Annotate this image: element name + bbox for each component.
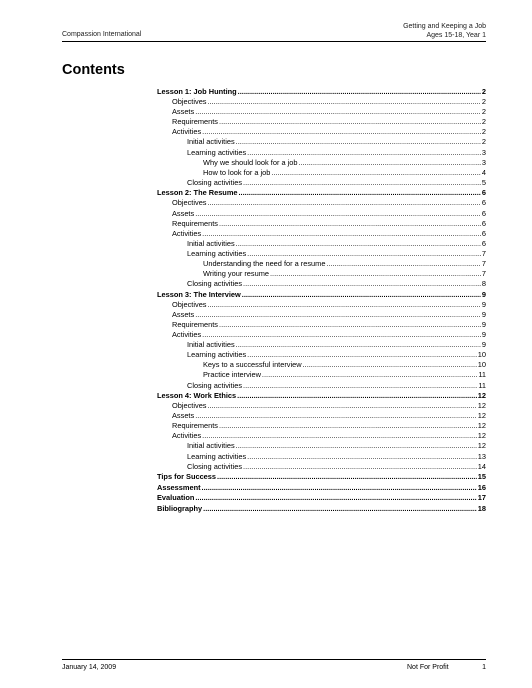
toc-dot-leader xyxy=(247,148,481,158)
toc-entry-text: Requirements xyxy=(172,319,219,329)
toc-entry-page: 7 xyxy=(481,248,486,258)
toc-entry-text: Learning activities xyxy=(187,451,247,461)
toc-entry-page: 14 xyxy=(477,461,486,471)
toc-entry-page: 10 xyxy=(477,350,486,360)
toc-dot-leader xyxy=(236,340,481,350)
toc-entry[interactable] xyxy=(157,411,486,421)
toc-entry-text: Initial activities xyxy=(187,340,235,350)
toc-dot-leader xyxy=(236,239,481,249)
toc-entry-text: Evaluation xyxy=(157,493,195,503)
toc-entry[interactable] xyxy=(157,493,486,503)
toc-entry-text: Initial activities xyxy=(187,238,235,248)
toc-dot-leader xyxy=(202,229,481,239)
toc-entry-text: Assets xyxy=(172,309,195,319)
toc-entry-text: Understanding the need for a resume xyxy=(203,258,326,268)
header-doc-subtitle: Ages 15-18, Year 1 xyxy=(426,31,486,39)
toc-dot-leader xyxy=(202,483,477,493)
toc-entry[interactable] xyxy=(157,431,486,441)
toc-dot-leader xyxy=(236,137,481,147)
toc-entry-text: Closing activities xyxy=(187,461,243,471)
toc-entry-page: 3 xyxy=(481,147,486,157)
toc-dot-leader xyxy=(243,462,477,472)
toc-entry-text: Assessment xyxy=(157,482,201,492)
toc-entry-page: 2 xyxy=(481,117,486,127)
toc-entry-text: Objectives xyxy=(172,401,207,411)
toc-entry-page: 9 xyxy=(481,330,486,340)
toc-dot-leader xyxy=(262,370,477,380)
toc-entry-page: 6 xyxy=(481,198,486,208)
toc-dot-leader xyxy=(195,411,477,421)
toc-dot-leader xyxy=(303,360,477,370)
toc-entry-page: 8 xyxy=(481,279,486,289)
toc-entry-text: Initial activities xyxy=(187,137,235,147)
toc-entry-text: Tips for Success xyxy=(157,472,217,482)
toc-entry-page: 12 xyxy=(477,411,486,421)
toc-entry-text: Objectives xyxy=(172,97,207,107)
toc-entry-page: 9 xyxy=(481,340,486,350)
toc-dot-leader xyxy=(243,381,477,391)
header-doc-title: Getting and Keeping a Job xyxy=(403,23,486,30)
toc-dot-leader xyxy=(298,158,480,168)
toc-entry-text: Assets xyxy=(172,107,195,117)
toc-dot-leader xyxy=(195,310,481,320)
footer-status: Not For Profit xyxy=(407,664,449,671)
toc-entry[interactable] xyxy=(157,320,486,330)
toc-entry-page: 9 xyxy=(481,309,486,319)
toc-entry-page: 15 xyxy=(477,472,486,482)
toc-dot-leader xyxy=(247,350,477,360)
toc-entry-page: 3 xyxy=(481,157,486,167)
toc-entry[interactable] xyxy=(157,269,486,279)
toc-entry-text: Learning activities xyxy=(187,350,247,360)
toc-entry[interactable] xyxy=(157,239,486,249)
toc-entry-page: 13 xyxy=(477,451,486,461)
toc-entry[interactable] xyxy=(157,483,486,493)
toc-entry-page: 6 xyxy=(481,228,486,238)
toc-dot-leader xyxy=(271,168,481,178)
toc-entry-text: Lesson 3: The Interview xyxy=(157,289,241,299)
toc-entry-text: Practice interview xyxy=(203,370,261,380)
toc-entry-text: Why we should look for a job xyxy=(203,157,298,167)
page-title: Contents xyxy=(62,62,125,78)
toc-entry-text: Writing your resume xyxy=(203,269,269,279)
toc-entry-page: 2 xyxy=(481,127,486,137)
header-rule xyxy=(62,41,486,42)
toc-entry[interactable] xyxy=(157,249,486,259)
toc-dot-leader xyxy=(208,401,477,411)
toc-entry[interactable] xyxy=(157,87,486,97)
toc-entry[interactable] xyxy=(157,158,486,168)
toc-entry[interactable] xyxy=(157,107,486,117)
toc-dot-leader xyxy=(208,198,481,208)
toc-dot-leader xyxy=(217,472,477,482)
toc-entry[interactable] xyxy=(157,472,486,482)
toc-entry-page: 12 xyxy=(477,441,486,451)
toc-dot-leader xyxy=(239,188,481,198)
toc-entry-text: How to look for a job xyxy=(203,167,271,177)
toc-entry-page: 6 xyxy=(481,188,486,198)
footer-page-number: 1 xyxy=(482,664,486,671)
toc-entry-text: Lesson 2: The Resume xyxy=(157,188,238,198)
toc-dot-leader xyxy=(203,504,477,514)
toc-dot-leader xyxy=(243,279,481,289)
toc-entry-text: Objectives xyxy=(172,299,207,309)
toc-entry[interactable] xyxy=(157,137,486,147)
toc-entry[interactable] xyxy=(157,178,486,188)
toc-entry-text: Activities xyxy=(172,431,202,441)
toc-dot-leader xyxy=(326,259,480,269)
table-of-contents xyxy=(157,87,486,514)
toc-entry[interactable] xyxy=(157,97,486,107)
toc-entry-text: Requirements xyxy=(172,117,219,127)
toc-entry[interactable] xyxy=(157,300,486,310)
toc-entry-page: 9 xyxy=(481,319,486,329)
toc-entry-page: 5 xyxy=(481,177,486,187)
toc-entry-page: 6 xyxy=(481,218,486,228)
toc-entry[interactable] xyxy=(157,168,486,178)
header-organization: Compassion International xyxy=(62,31,142,38)
toc-entry[interactable] xyxy=(157,127,486,137)
toc-entry-page: 2 xyxy=(481,87,486,96)
toc-entry-text: Bibliography xyxy=(157,503,203,513)
toc-dot-leader xyxy=(219,421,477,431)
toc-entry[interactable] xyxy=(157,350,486,360)
toc-dot-leader xyxy=(247,452,477,462)
toc-dot-leader xyxy=(195,107,481,117)
toc-entry-text: Lesson 4: Work Ethics xyxy=(157,390,237,400)
toc-entry-text: Activities xyxy=(172,228,202,238)
toc-entry-page: 4 xyxy=(481,167,486,177)
toc-entry[interactable] xyxy=(157,188,486,198)
toc-entry[interactable] xyxy=(157,259,486,269)
toc-dot-leader xyxy=(195,493,476,503)
toc-dot-leader xyxy=(202,127,481,137)
toc-dot-leader xyxy=(208,300,481,310)
toc-entry-page: 11 xyxy=(478,370,486,380)
toc-entry-text: Lesson 1: Job Hunting xyxy=(157,87,237,96)
toc-entry-page: 2 xyxy=(481,107,486,117)
footer-rule xyxy=(62,659,486,660)
toc-entry-text: Keys to a successful interview xyxy=(203,360,302,370)
toc-entry-text: Activities xyxy=(172,127,202,137)
toc-entry[interactable] xyxy=(157,148,486,158)
toc-entry[interactable] xyxy=(157,391,486,401)
toc-entry-page: 2 xyxy=(481,97,486,107)
toc-entry-text: Assets xyxy=(172,208,195,218)
toc-entry-text: Closing activities xyxy=(187,380,243,390)
toc-dot-leader xyxy=(219,320,481,330)
toc-dot-leader xyxy=(219,117,481,127)
toc-entry-text: Requirements xyxy=(172,218,219,228)
toc-dot-leader xyxy=(195,209,481,219)
toc-entry[interactable] xyxy=(157,452,486,462)
footer-date: January 14, 2009 xyxy=(62,664,117,671)
toc-entry-text: Closing activities xyxy=(187,279,243,289)
toc-entry[interactable] xyxy=(157,310,486,320)
toc-entry-text: Requirements xyxy=(172,421,219,431)
toc-entry[interactable] xyxy=(157,290,486,300)
toc-dot-leader xyxy=(242,290,481,300)
toc-entry[interactable] xyxy=(157,117,486,127)
toc-dot-leader xyxy=(243,178,481,188)
toc-entry-page: 7 xyxy=(481,258,486,268)
toc-entry-text: Assets xyxy=(172,411,195,421)
toc-entry[interactable] xyxy=(157,340,486,350)
toc-entry-text: Learning activities xyxy=(187,147,247,157)
toc-entry-text: Initial activities xyxy=(187,441,235,451)
toc-entry-page: 17 xyxy=(477,493,486,503)
toc-entry-page: 9 xyxy=(481,299,486,309)
toc-entry-page: 11 xyxy=(478,380,486,390)
toc-entry-page: 6 xyxy=(481,208,486,218)
toc-entry[interactable] xyxy=(157,401,486,411)
toc-entry-page: 18 xyxy=(477,503,486,513)
toc-dot-leader xyxy=(236,441,477,451)
toc-entry-page: 6 xyxy=(481,238,486,248)
toc-entry-page: 10 xyxy=(477,360,486,370)
toc-dot-leader xyxy=(238,87,481,97)
toc-entry[interactable] xyxy=(157,441,486,451)
toc-entry-text: Objectives xyxy=(172,198,207,208)
toc-dot-leader xyxy=(219,219,481,229)
toc-entry-text: Learning activities xyxy=(187,248,247,258)
toc-dot-leader xyxy=(247,249,481,259)
toc-entry[interactable] xyxy=(157,421,486,431)
toc-entry-page: 16 xyxy=(477,482,486,492)
toc-dot-leader xyxy=(237,391,477,401)
toc-entry[interactable] xyxy=(157,462,486,472)
toc-entry[interactable] xyxy=(157,330,486,340)
toc-entry[interactable] xyxy=(157,198,486,208)
toc-entry[interactable] xyxy=(157,209,486,219)
toc-dot-leader xyxy=(270,269,481,279)
toc-entry[interactable] xyxy=(157,504,486,514)
toc-entry-page: 12 xyxy=(477,421,486,431)
toc-entry-text: Activities xyxy=(172,330,202,340)
toc-entry-page: 7 xyxy=(481,269,486,279)
toc-dot-leader xyxy=(202,431,477,441)
toc-entry-text: Closing activities xyxy=(187,177,243,187)
toc-dot-leader xyxy=(202,330,481,340)
toc-entry[interactable] xyxy=(157,370,486,380)
toc-dot-leader xyxy=(208,97,481,107)
toc-entry[interactable] xyxy=(157,229,486,239)
toc-entry-page: 12 xyxy=(477,431,486,441)
toc-entry-page: 2 xyxy=(481,137,486,147)
toc-entry[interactable] xyxy=(157,360,486,370)
toc-entry[interactable] xyxy=(157,381,486,391)
toc-entry-page: 12 xyxy=(477,401,486,411)
toc-entry-page: 12 xyxy=(477,390,486,400)
toc-entry[interactable] xyxy=(157,279,486,289)
toc-entry-page: 9 xyxy=(481,289,486,299)
toc-entry[interactable] xyxy=(157,219,486,229)
header-document-info xyxy=(403,23,486,40)
